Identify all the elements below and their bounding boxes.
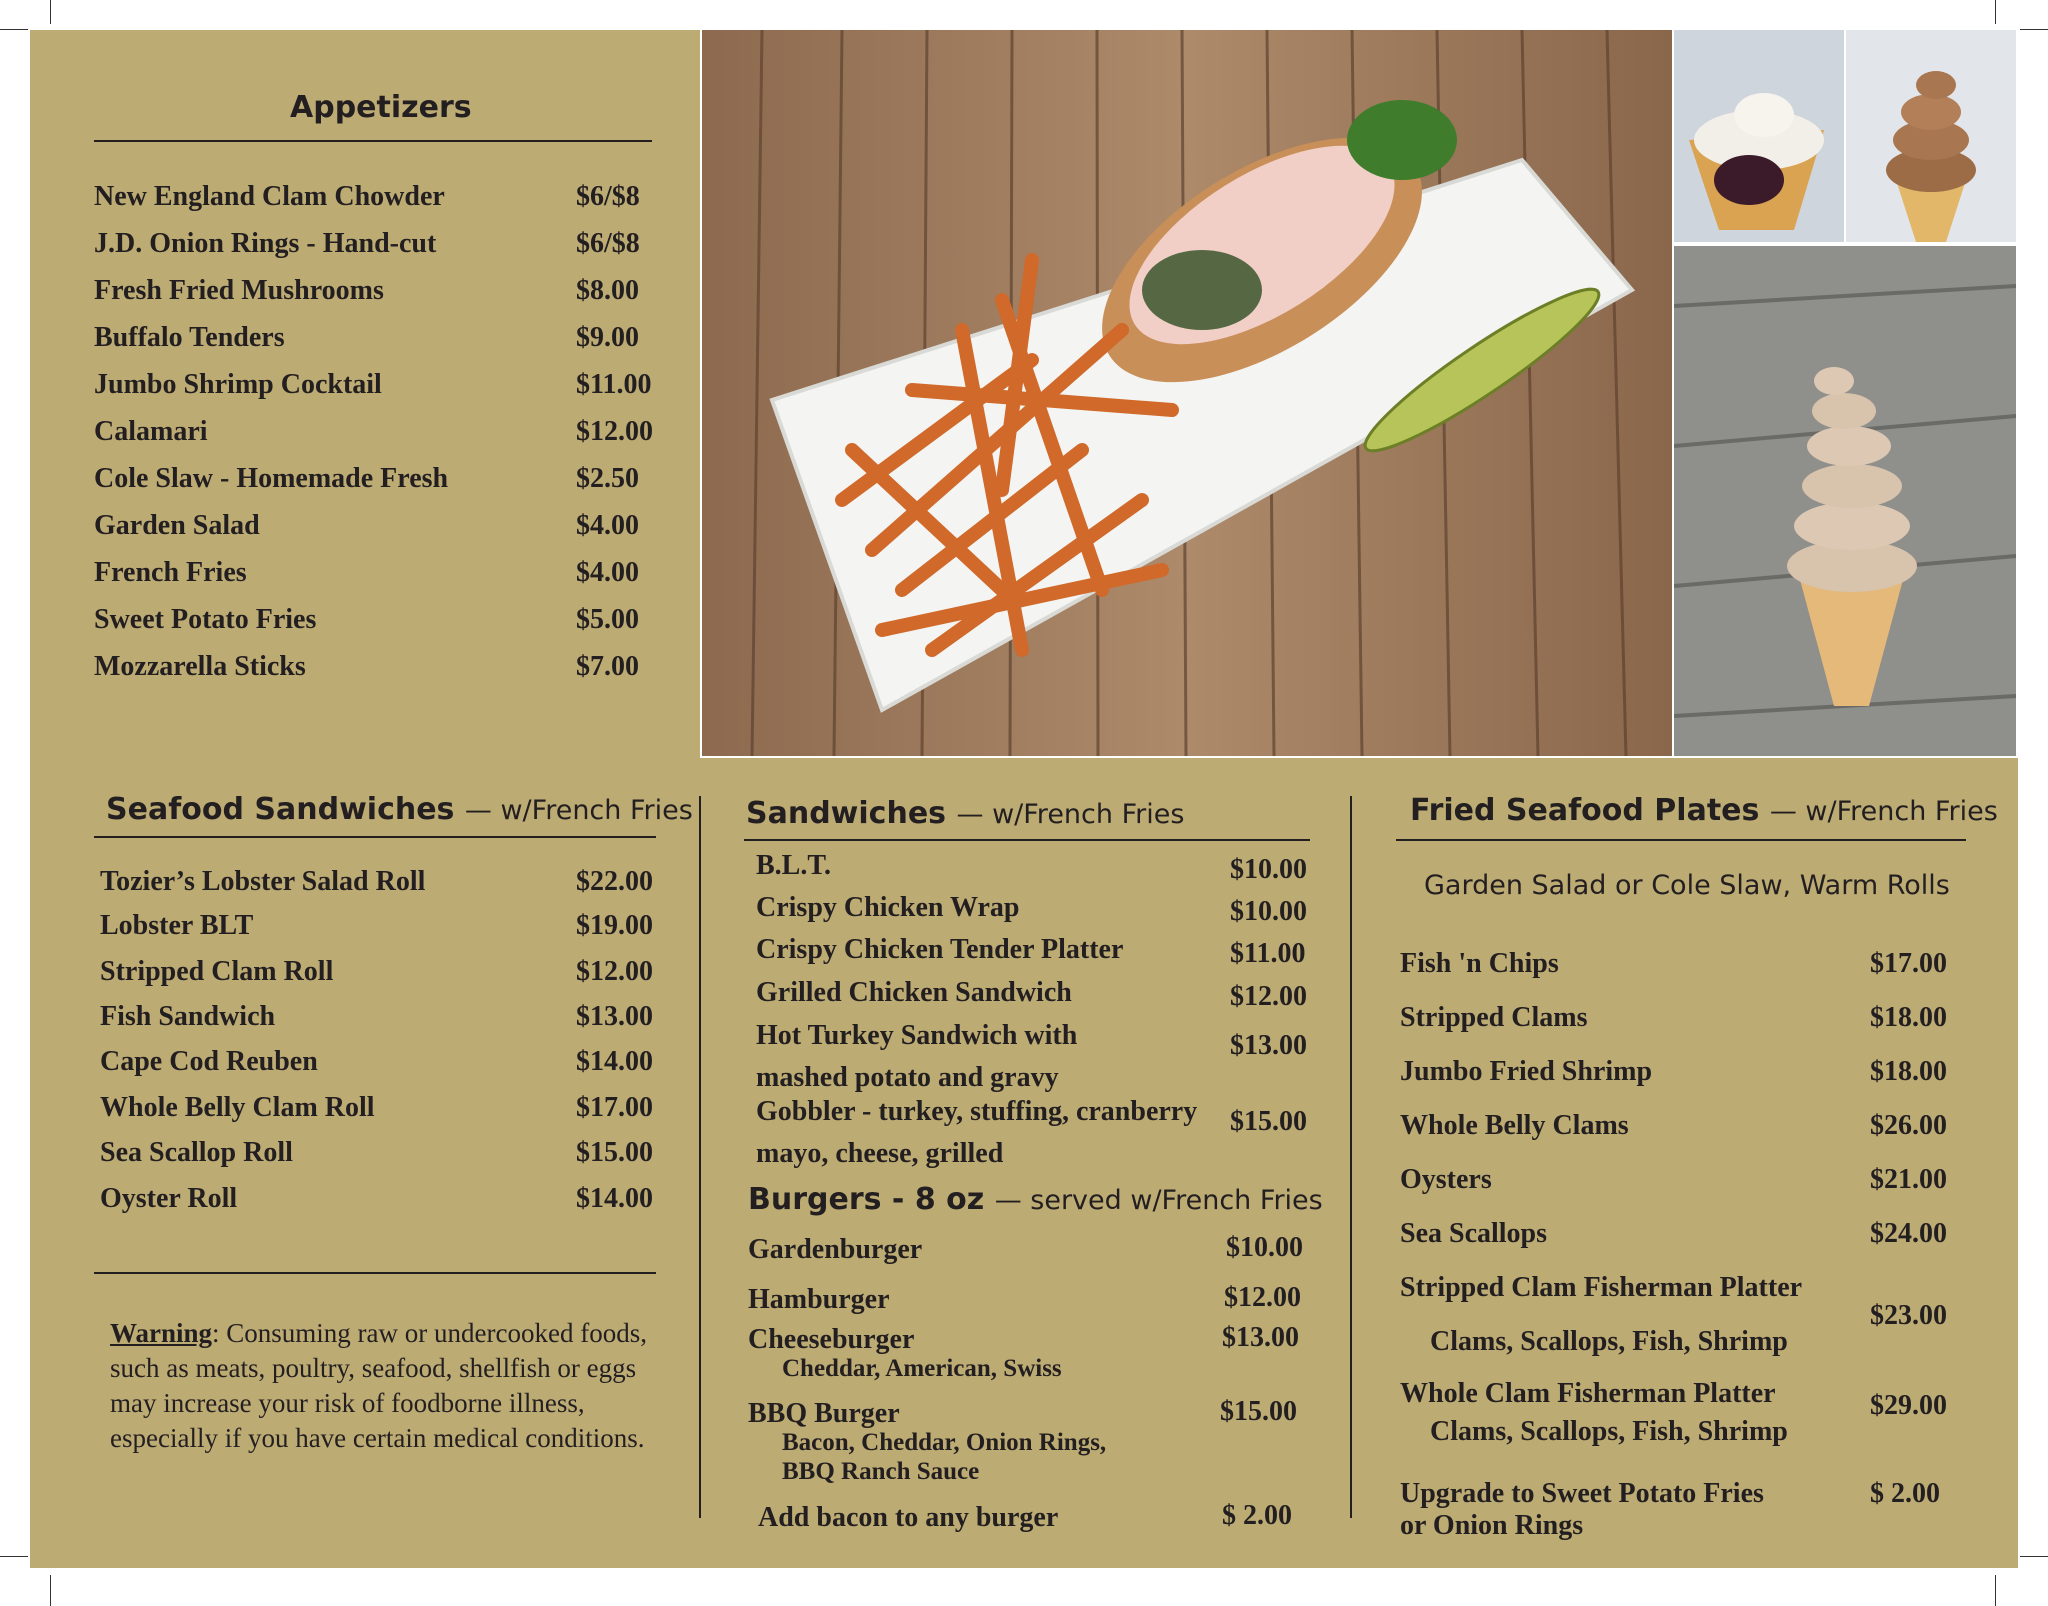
fried-plates-subtitle: — w/French Fries [1769,796,1998,827]
sandwich-name: Gobbler - turkey, stuffing, cranberry [756,1096,1198,1127]
burgers-heading [748,1182,1323,1217]
chocolate-cone-illustration [1846,30,2016,242]
appetizer-name: Sweet Potato Fries [94,604,317,635]
lobster-roll-illustration [702,30,1672,756]
sandwich-price: $12.00 [1230,981,1307,1012]
waffle-cone-sundae-photo [1674,30,1844,242]
burger-name: BBQ Burger [748,1398,900,1429]
appetizers-divider [94,140,652,142]
sandwich-price: $10.00 [1230,896,1307,927]
fried-plate-detail: Clams, Scallops, Fish, Shrimp [1430,1416,1788,1447]
fried-plate-name: Stripped Clams [1400,1002,1588,1033]
appetizer-name: Mozzarella Sticks [94,651,306,682]
appetizer-price: $2.50 [576,463,639,494]
sandwich-name: Crispy Chicken Tender Platter [756,934,1124,965]
appetizer-name: New England Clam Chowder [94,181,445,212]
fried-plate-name: Upgrade to Sweet Potato Fries [1400,1478,1764,1509]
crop-mark [1995,1575,1996,1606]
fried-plate-price: $18.00 [1870,1002,1947,1033]
appetizer-price: $4.00 [576,557,639,588]
seafood-sandwiches-divider [94,836,656,838]
soft-serve-cone-photo [1674,246,2016,756]
fried-plate-name: Whole Belly Clams [1400,1110,1629,1141]
fried-plate-price: $23.00 [1870,1300,1947,1331]
sundae-illustration [1674,30,1844,242]
sandwich-name: Grilled Chicken Sandwich [756,977,1072,1008]
fried-plate-price: $24.00 [1870,1218,1947,1249]
seafood-sandwich-price: $19.00 [576,910,653,941]
appetizer-price: $11.00 [576,369,652,400]
seafood-sandwich-name: Stripped Clam Roll [100,956,334,987]
sandwich-name-line2: mayo, cheese, grilled [756,1138,1004,1169]
fried-plate-name: Sea Scallops [1400,1218,1548,1249]
chocolate-cone-photo [1846,30,2016,242]
burger-price: $12.00 [1224,1282,1301,1313]
soft-serve-illustration [1674,246,2016,756]
seafood-sandwich-price: $14.00 [576,1046,653,1077]
sandwiches-title: Sandwiches [746,796,947,831]
burger-name: Add bacon to any burger [758,1502,1059,1533]
appetizer-name: Jumbo Shrimp Cocktail [94,369,382,400]
appetizer-name: Buffalo Tenders [94,322,285,353]
seafood-sandwich-name: Oyster Roll [100,1183,238,1214]
appetizer-name: Fresh Fried Mushrooms [94,275,384,306]
crop-mark [0,1556,28,1557]
seafood-sandwiches-heading [106,792,693,827]
crop-mark [2020,29,2048,30]
fried-plate-name: Whole Clam Fisherman Platter [1400,1378,1776,1409]
lobster-roll-photo [702,30,1672,756]
appetizers-heading: Appetizers [290,90,472,125]
crop-mark [1995,0,1996,24]
fried-plates-title: Fried Seafood Plates [1410,793,1760,828]
burger-price: $15.00 [1220,1396,1297,1427]
burger-detail-line2: BBQ Ranch Sauce [782,1458,980,1485]
burger-price: $13.00 [1222,1322,1299,1353]
appetizer-price: $9.00 [576,322,639,353]
seafood-sandwich-name: Lobster BLT [100,910,254,941]
fried-plates-note: Garden Salad or Cole Slaw, Warm Rolls [1424,870,1950,901]
seafood-sandwich-price: $15.00 [576,1137,653,1168]
sandwich-price: $15.00 [1230,1106,1307,1137]
sandwiches-divider [744,839,1310,841]
fried-plate-name: Stripped Clam Fisherman Platter [1400,1272,1803,1303]
warning-label: Warning [110,1318,213,1348]
fried-plate-price: $21.00 [1870,1164,1947,1195]
crop-mark [0,29,28,30]
seafood-sandwich-price: $22.00 [576,866,653,897]
burger-name: Hamburger [748,1284,890,1315]
appetizer-name: Calamari [94,416,208,447]
crop-mark [2020,1556,2048,1557]
food-safety-warning [110,1316,650,1456]
sandwich-name-line2: mashed potato and gravy [756,1062,1059,1093]
fried-plate-name-line2: or Onion Rings [1400,1510,1584,1541]
burger-name: Cheeseburger [748,1324,915,1355]
fried-plates-heading [1410,793,1998,828]
burgers-subtitle: — served w/French Fries [994,1185,1323,1216]
column-divider-right [1350,796,1352,1518]
sandwich-price: $13.00 [1230,1030,1307,1061]
appetizer-price: $5.00 [576,604,639,635]
appetizer-name: Garden Salad [94,510,260,541]
appetizer-price: $12.00 [576,416,653,447]
appetizer-price: $7.00 [576,651,639,682]
warning-text: : Consuming raw or undercooked foods, such as meats, poultry, seafood, shellfish or eggs may increase your risk of foodborne illness, especially if you have certain medical conditions. [110,1318,647,1453]
burger-price: $ 2.00 [1222,1500,1292,1531]
fried-plate-price: $17.00 [1870,948,1947,979]
sandwiches-subtitle: — w/French Fries [956,799,1185,830]
crop-mark [50,1575,51,1606]
fried-plates-divider [1396,839,1966,841]
seafood-sandwich-name: Tozier’s Lobster Salad Roll [100,866,426,897]
sandwiches-heading [746,796,1184,831]
seafood-sandwich-name: Sea Scallop Roll [100,1137,293,1168]
burger-detail: Bacon, Cheddar, Onion Rings, [782,1429,1107,1456]
sandwich-price: $10.00 [1230,854,1307,885]
seafood-sandwich-price: $14.00 [576,1183,653,1214]
burger-detail: Cheddar, American, Swiss [782,1355,1062,1382]
seafood-sandwich-name: Cape Cod Reuben [100,1046,318,1077]
column-divider-left [699,796,701,1518]
sandwich-price: $11.00 [1230,938,1306,969]
seafood-sandwich-price: $13.00 [576,1001,653,1032]
appetizer-price: $8.00 [576,275,639,306]
fried-plate-name: Oysters [1400,1164,1492,1195]
fried-plate-price: $18.00 [1870,1056,1947,1087]
seafood-sandwich-name: Fish Sandwich [100,1001,276,1032]
fried-plate-price: $ 2.00 [1870,1478,1940,1509]
crop-mark [50,0,51,24]
seafood-sandwiches-title: Seafood Sandwiches [106,792,455,827]
fried-plate-detail: Clams, Scallops, Fish, Shrimp [1430,1326,1788,1357]
fried-plate-price: $26.00 [1870,1110,1947,1141]
sandwich-name: B.L.T. [756,850,831,881]
fried-plate-name: Fish 'n Chips [1400,948,1559,979]
seafood-sandwich-price: $12.00 [576,956,653,987]
sandwich-name: Hot Turkey Sandwich with [756,1020,1078,1051]
seafood-sandwiches-subtitle: — w/French Fries [464,795,693,826]
appetizer-price: $4.00 [576,510,639,541]
sandwich-name: Crispy Chicken Wrap [756,892,1020,923]
appetizer-name: Cole Slaw - Homemade Fresh [94,463,449,494]
appetizer-price: $6/$8 [576,181,640,212]
fried-plate-price: $29.00 [1870,1390,1947,1421]
burger-price: $10.00 [1226,1232,1303,1263]
seafood-sandwich-price: $17.00 [576,1092,653,1123]
fried-plate-name: Jumbo Fried Shrimp [1400,1056,1653,1087]
burgers-title: Burgers - 8 oz [748,1182,985,1217]
appetizer-name: French Fries [94,557,247,588]
appetizer-name: J.D. Onion Rings - Hand-cut [94,228,437,259]
warning-divider [94,1272,656,1274]
burger-name: Gardenburger [748,1234,923,1265]
seafood-sandwich-name: Whole Belly Clam Roll [100,1092,375,1123]
appetizer-price: $6/$8 [576,228,640,259]
